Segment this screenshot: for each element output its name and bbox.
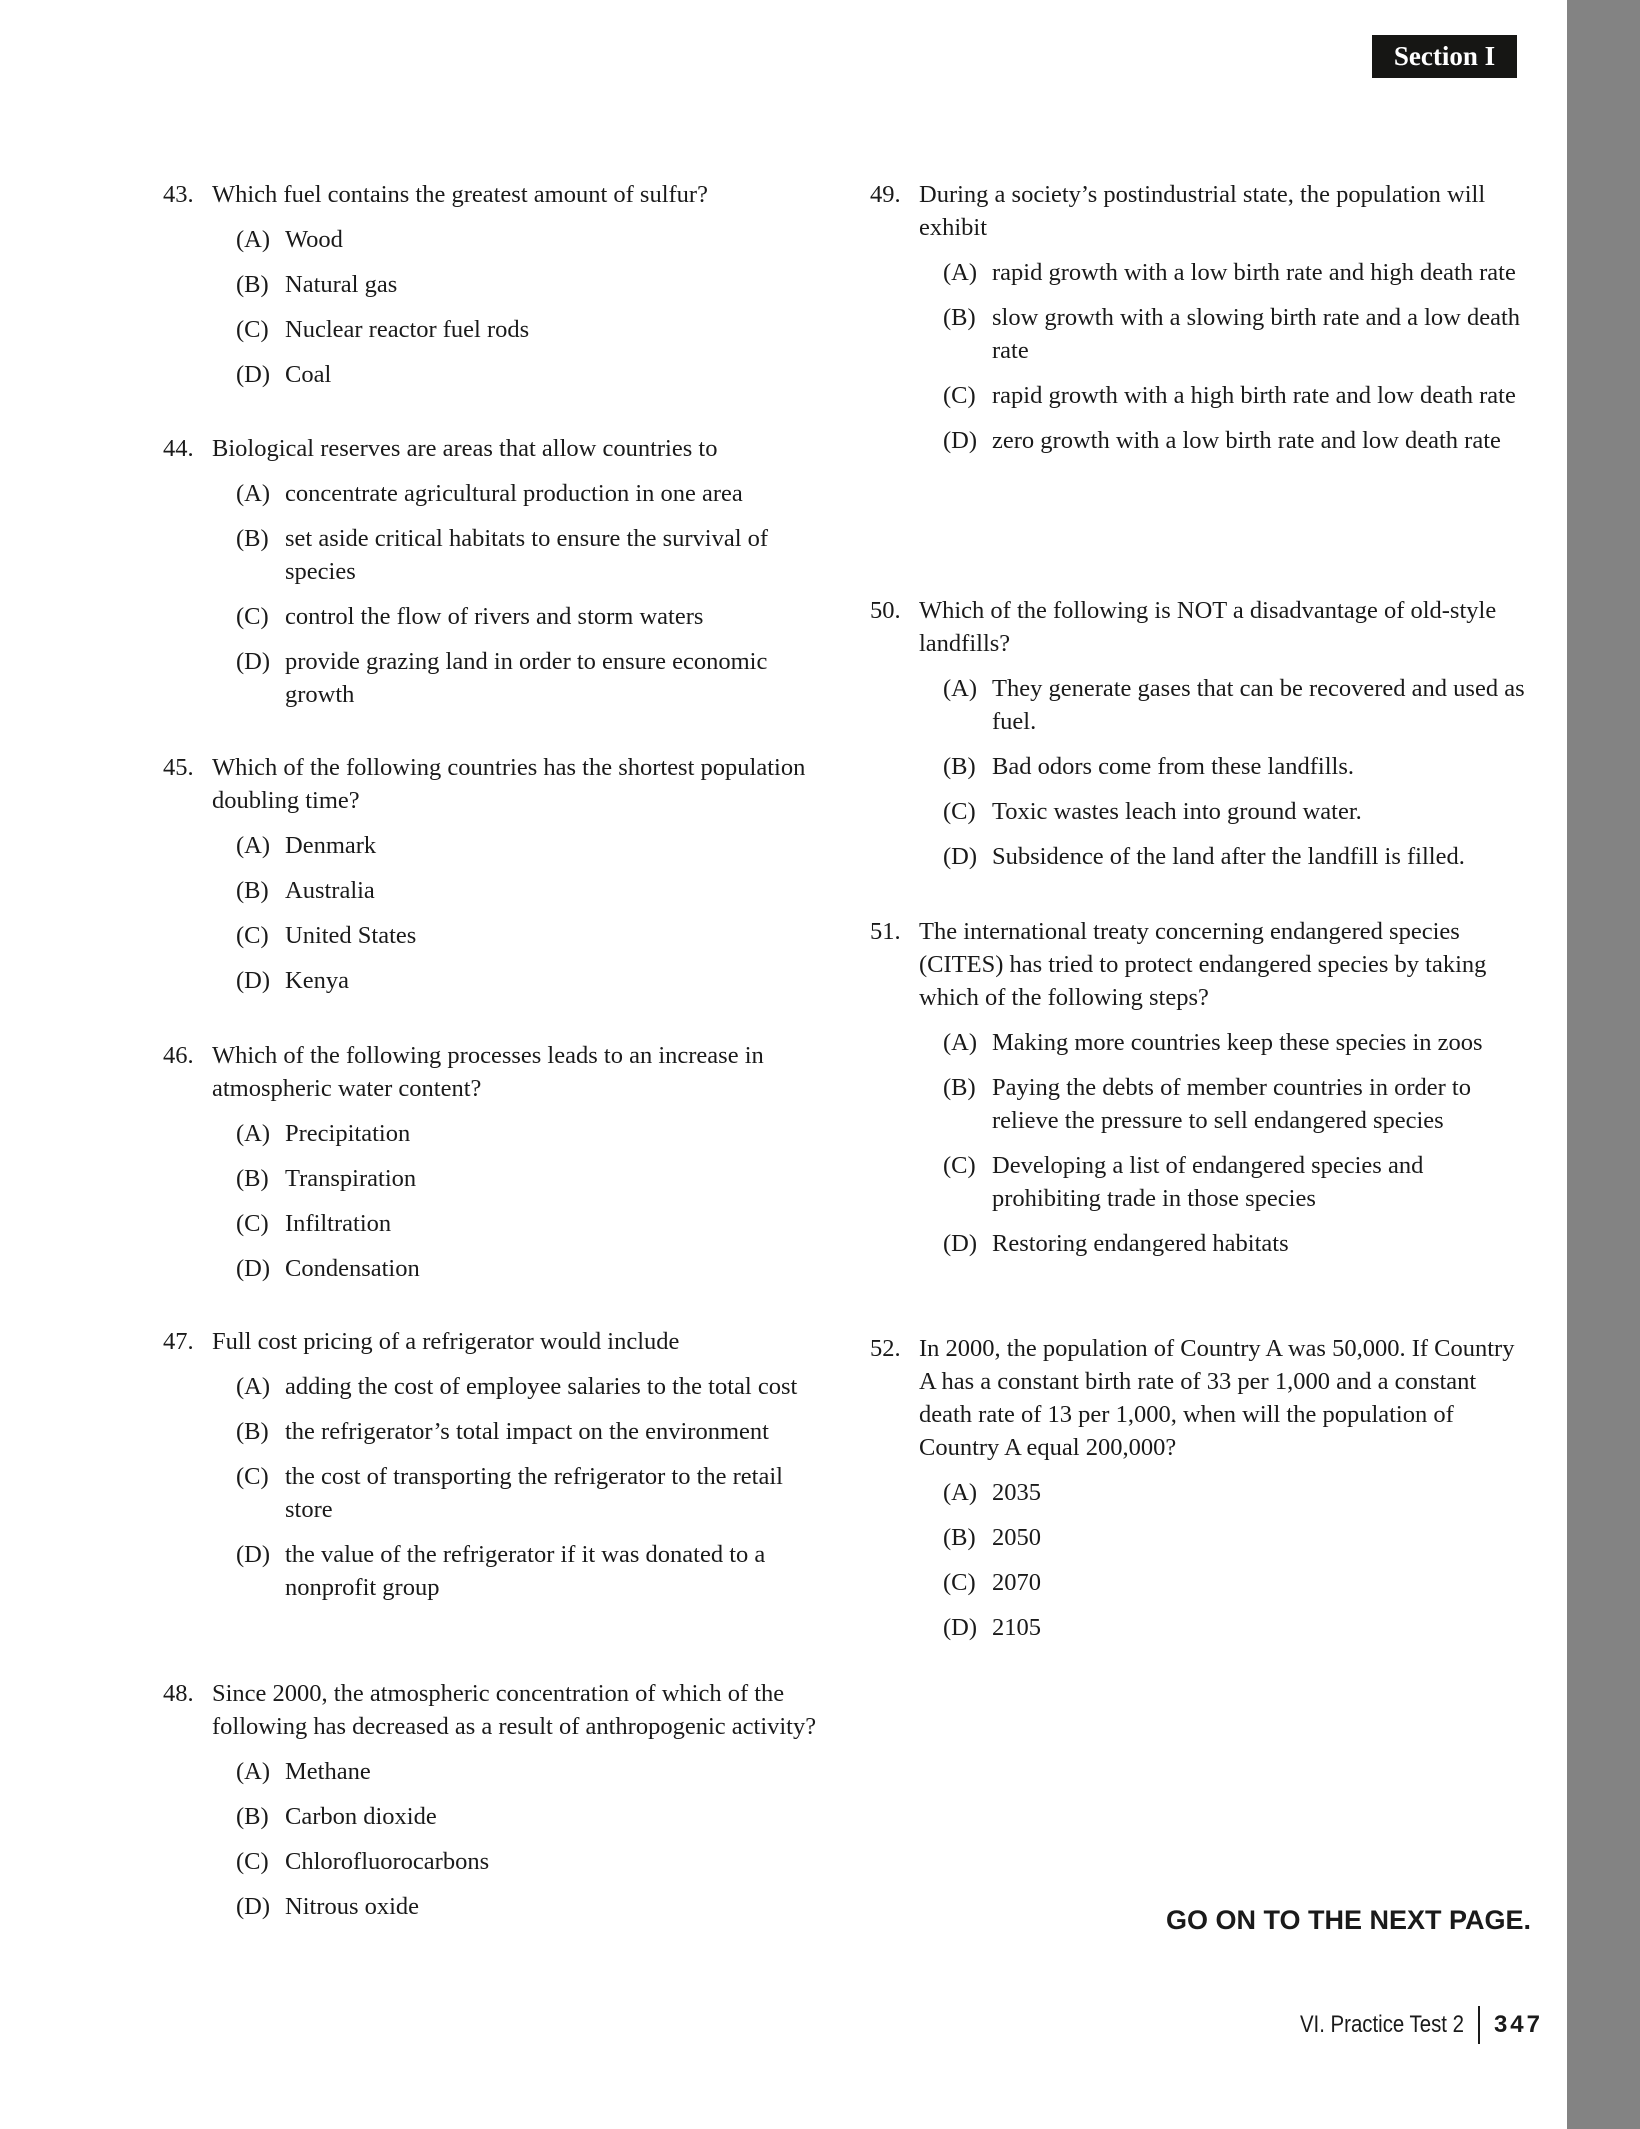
option-text: Denmark (285, 832, 377, 859)
answer-option (943, 1227, 1530, 1260)
answer-option (943, 424, 1530, 457)
option-letter: (A) (236, 1120, 271, 1147)
question-stem (870, 594, 1530, 660)
option-text: 2070 (992, 1569, 1041, 1596)
option-text: Transpiration (285, 1165, 417, 1192)
answer-option (236, 1370, 833, 1403)
question-number: 48. (163, 1680, 194, 1707)
page-footer (1271, 2006, 1543, 2044)
option-text: Restoring endangered habitats (992, 1230, 1289, 1257)
question-stem (163, 1325, 833, 1358)
question-number: 49. (870, 181, 901, 208)
option-text: Coal (285, 361, 332, 388)
option-text: rapid growth with a high birth rate and low death rate (992, 382, 1516, 409)
question-43 (163, 178, 833, 391)
question-text: In 2000, the population of Country A was 50,000. If Country A has a constant birth rate of 33 per 1,000 and a constant death rate of 13 per 1,000, when will the population of Country A equal 200,000? (919, 1335, 1515, 1461)
option-letter: (B) (236, 877, 269, 904)
option-letter: (B) (236, 1803, 269, 1830)
answer-option (236, 223, 833, 256)
question-number: 51. (870, 918, 901, 945)
option-letter: (C) (236, 1848, 269, 1875)
option-text: Australia (285, 877, 375, 904)
option-letter: (A) (943, 259, 978, 286)
option-letter: (C) (236, 316, 269, 343)
footer-divider (1478, 2006, 1480, 2044)
answer-option (236, 1845, 833, 1878)
question-number: 43. (163, 181, 194, 208)
question-47 (163, 1325, 833, 1604)
option-letter: (B) (236, 525, 269, 552)
answer-option (236, 268, 833, 301)
option-letter: (A) (943, 675, 978, 702)
question-text: Biological reserves are areas that allow countries to (212, 435, 718, 462)
option-letter: (B) (943, 1074, 976, 1101)
question-text: The international treaty concerning endangered species (CITES) has tried to protect endangered species by taking which of the following steps? (919, 918, 1487, 1011)
chapter-label: VI. Practice Test 2 (1299, 2011, 1464, 2038)
option-text: Chlorofluorocarbons (285, 1848, 490, 1875)
question-stem (163, 751, 833, 817)
option-letter: (B) (943, 1524, 976, 1551)
answer-option (236, 477, 833, 510)
option-letter: (C) (236, 1463, 269, 1490)
question-number: 44. (163, 435, 194, 462)
question-45 (163, 751, 833, 997)
question-stem (163, 178, 833, 211)
option-letter: (B) (236, 1165, 269, 1192)
option-letter: (D) (236, 361, 271, 388)
option-text: control the flow of rivers and storm waters (285, 603, 704, 630)
page-number: 347 (1493, 2011, 1543, 2038)
option-letter: (C) (236, 603, 269, 630)
option-text: Natural gas (285, 271, 398, 298)
option-text: Precipitation (285, 1120, 411, 1147)
answer-option (236, 874, 833, 907)
question-text: Full cost pricing of a refrigerator would include (212, 1328, 680, 1355)
option-letter: (D) (943, 1230, 978, 1257)
answer-option (943, 379, 1530, 412)
question-stem (870, 1332, 1530, 1464)
option-letter: (D) (943, 427, 978, 454)
answer-option (236, 919, 833, 952)
answer-option (236, 1890, 833, 1923)
option-text: 2050 (992, 1524, 1041, 1551)
answer-option (943, 1611, 1530, 1644)
option-text: Methane (285, 1758, 371, 1785)
option-text: Toxic wastes leach into ground water. (992, 798, 1362, 825)
question-number: 46. (163, 1042, 194, 1069)
option-text: Nitrous oxide (285, 1893, 420, 1920)
answer-option (236, 1755, 833, 1788)
option-text: Nuclear reactor fuel rods (285, 316, 530, 343)
question-46 (163, 1039, 833, 1285)
option-text: Making more countries keep these species in zoos (992, 1029, 1483, 1056)
next-page-notice: GO ON TO THE NEXT PAGE. (1165, 1905, 1531, 1935)
answer-option (236, 829, 833, 862)
answer-option (236, 1415, 833, 1448)
option-text: Carbon dioxide (285, 1803, 437, 1830)
question-44 (163, 432, 833, 711)
answer-option (236, 1117, 833, 1150)
answer-option (236, 1252, 833, 1285)
option-letter: (D) (943, 843, 978, 870)
option-text: Kenya (285, 967, 349, 994)
answer-option (943, 840, 1530, 873)
option-text: Subsidence of the land after the landfill is filled. (992, 843, 1465, 870)
answer-option (236, 645, 833, 711)
option-letter: (D) (236, 648, 271, 675)
option-letter: (A) (236, 1758, 271, 1785)
option-letter: (D) (236, 1255, 271, 1282)
answer-option (943, 1026, 1530, 1059)
option-text: They generate gases that can be recovered and used as fuel. (992, 675, 1525, 735)
question-text: Which of the following is NOT a disadvantage of old-style landfills? (919, 597, 1497, 657)
question-text: Since 2000, the atmospheric concentration of which of the following has decreased as a result of anthropogenic activity? (212, 1680, 817, 1740)
option-letter: (A) (943, 1029, 978, 1056)
option-text: provide grazing land in order to ensure economic growth (285, 648, 768, 708)
option-text: 2035 (992, 1479, 1041, 1506)
answer-option (943, 301, 1530, 367)
option-text: rapid growth with a low birth rate and high death rate (992, 259, 1516, 286)
option-letter: (D) (236, 1893, 271, 1920)
option-letter: (B) (236, 1418, 269, 1445)
question-text: Which of the following processes leads to an increase in atmospheric water content? (212, 1042, 764, 1102)
question-stem (163, 432, 833, 465)
answer-option (236, 600, 833, 633)
option-text: United States (285, 922, 417, 949)
answer-option (236, 313, 833, 346)
question-text: Which fuel contains the greatest amount of sulfur? (212, 181, 708, 208)
answer-option (236, 358, 833, 391)
question-stem (870, 178, 1530, 244)
option-text: slow growth with a slowing birth rate and a low death rate (992, 304, 1521, 364)
answer-option (943, 1149, 1530, 1215)
answer-option (943, 256, 1530, 289)
page-edge-tab (1567, 0, 1640, 2129)
question-number: 52. (870, 1335, 901, 1362)
option-letter: (A) (236, 832, 271, 859)
option-text: the value of the refrigerator if it was donated to a nonprofit group (285, 1541, 766, 1601)
option-letter: (A) (236, 226, 271, 253)
option-text: Wood (285, 226, 343, 253)
option-text: Bad odors come from these landfills. (992, 753, 1354, 780)
answer-option (943, 1566, 1530, 1599)
answer-option (943, 672, 1530, 738)
answer-option (943, 750, 1530, 783)
option-text: the refrigerator’s total impact on the environment (285, 1418, 769, 1445)
option-letter: (C) (236, 1210, 269, 1237)
answer-option (236, 1207, 833, 1240)
question-50 (870, 594, 1530, 873)
option-letter: (D) (236, 967, 271, 994)
question-text: Which of the following countries has the shortest population doubling time? (212, 754, 806, 814)
option-letter: (C) (236, 922, 269, 949)
question-stem (163, 1039, 833, 1105)
question-52 (870, 1332, 1530, 1644)
option-text: Developing a list of endangered species and prohibiting trade in those species (992, 1152, 1424, 1212)
option-text: the cost of transporting the refrigerator to the retail store (285, 1463, 783, 1523)
option-text: 2105 (992, 1614, 1041, 1641)
question-number: 45. (163, 754, 194, 781)
answer-option (943, 1071, 1530, 1137)
option-letter: (B) (943, 753, 976, 780)
option-text: Paying the debts of member countries in order to relieve the pressure to sell endangered species (992, 1074, 1471, 1134)
answer-option (236, 1538, 833, 1604)
answer-option (236, 964, 833, 997)
option-letter: (A) (236, 1373, 271, 1400)
question-49 (870, 178, 1530, 457)
option-letter: (C) (943, 1569, 976, 1596)
question-number: 50. (870, 597, 901, 624)
option-letter: (B) (943, 304, 976, 331)
question-number: 47. (163, 1328, 194, 1355)
answer-option (236, 1162, 833, 1195)
question-51 (870, 915, 1530, 1260)
answer-option (943, 1521, 1530, 1554)
answer-option (236, 522, 833, 588)
option-letter: (D) (236, 1541, 271, 1568)
question-stem (870, 915, 1530, 1014)
option-letter: (A) (236, 480, 271, 507)
answer-option (943, 795, 1530, 828)
option-text: adding the cost of employee salaries to the total cost (285, 1373, 798, 1400)
option-letter: (C) (943, 798, 976, 825)
question-48 (163, 1677, 833, 1923)
option-letter: (A) (943, 1479, 978, 1506)
answer-option (236, 1460, 833, 1526)
section-badge: Section I (1372, 35, 1517, 78)
option-text: concentrate agricultural production in one area (285, 480, 743, 507)
question-stem (163, 1677, 833, 1743)
option-text: Condensation (285, 1255, 420, 1282)
option-letter: (D) (943, 1614, 978, 1641)
option-letter: (C) (943, 382, 976, 409)
answer-option (943, 1476, 1530, 1509)
option-letter: (C) (943, 1152, 976, 1179)
option-text: zero growth with a low birth rate and low death rate (992, 427, 1501, 454)
option-text: set aside critical habitats to ensure the survival of species (285, 525, 769, 585)
answer-option (236, 1800, 833, 1833)
question-text: During a society’s postindustrial state, the population will exhibit (919, 181, 1486, 241)
option-text: Infiltration (285, 1210, 392, 1237)
option-letter: (B) (236, 271, 269, 298)
